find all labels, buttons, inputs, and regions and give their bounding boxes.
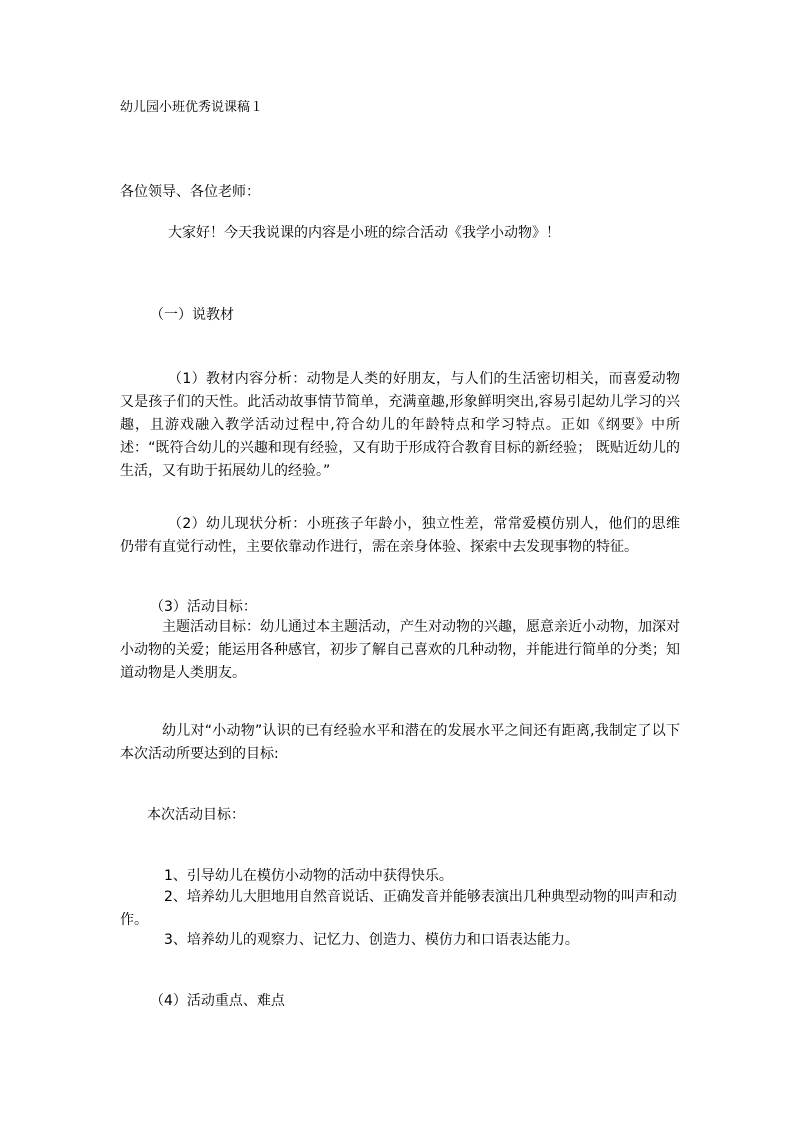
objective-item: 2、培养幼儿大胆地用自然音说话、正确发音并能够表演出几种典型动物的叫声和动作。: [120, 889, 677, 928]
paragraph-goal-intro: 幼儿对“小动物”认识的已有经验水平和潜在的发展水平之间还有距离,我制定了以下本次活动所要达到的目标:: [120, 723, 680, 762]
paragraph-children-analysis: （2）幼儿现状分析：小班孩子年龄小，独立性差，常常爱模仿别人，他们的思维仍带有直觉行动性，主要依靠动作进行，需在亲身体验、探索中去发现事物的特征。: [120, 516, 680, 555]
paragraph-material-analysis: （1）教材内容分析：动物是人类的好朋友，与人们的生活密切相关，而喜爱动物又是孩子们的天性。此活动故事情节简单，充满童趣,形象鲜明突出,容易引起幼儿学习的兴趣，且游戏融入教学活动过程中,符合幼儿的年龄特点和学习特点。正如《纲要》中所述：“既符合幼儿的兴趣和现有经验，又有助于形成符合教育目标的新经验； 既贴近幼儿的生活，又有助于拓展幼儿的经验。”: [120, 371, 680, 479]
greeting: 各位领导、各位老师：: [120, 184, 260, 200]
section-heading-materials: （一）说教材: [150, 307, 234, 323]
objective-item: 3、培养幼儿的观察力、记忆力、创造力、模仿力和口语表达能力。: [164, 932, 579, 948]
section-heading-key-points: （4）活动重点、难点: [150, 993, 285, 1009]
intro-paragraph: 大家好！今天我说课的内容是小班的综合活动《我学小动物》！: [168, 225, 560, 241]
objective-item: 1、引导幼儿在模仿小动物的活动中获得快乐。: [164, 868, 453, 884]
objectives-heading: 本次活动目标：: [147, 807, 245, 823]
document-title: 幼儿园小班优秀说课稿１: [120, 100, 264, 115]
paragraph-theme-goals: 主题活动目标：幼儿通过本主题活动，产生对动物的兴趣，愿意亲近小动物，加深对小动物的关爱；能运用各种感官，初步了解自己喜欢的几种动物，并能进行简单的分类；知道动物是人类朋友。: [120, 619, 680, 681]
section-heading-goals: （3）活动目标：: [150, 599, 257, 615]
